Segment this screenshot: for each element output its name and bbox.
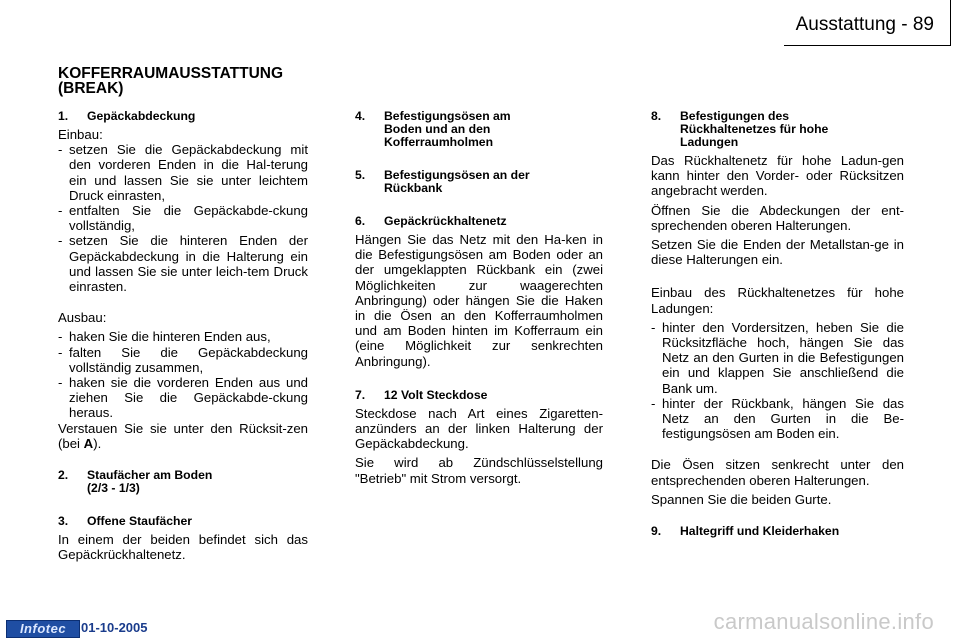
title-line: Befestigungsösen an der <box>384 168 530 182</box>
column-left <box>58 110 308 562</box>
title-line: Kofferraumholmen <box>384 135 494 149</box>
list-item: - haken Sie die hinteren Enden aus, <box>58 329 308 344</box>
page-header: Ausstattung - 89 <box>795 14 934 35</box>
list-item: - hinter der Rückbank, hängen Sie das Netz an den Gurten in die Be-festigungsösen am Boden ein. <box>651 395 904 442</box>
item-number: 8. <box>651 109 662 123</box>
item-title <box>355 110 603 149</box>
title-line: Rückhaltenetzes für hohe <box>680 122 829 136</box>
column-middle <box>355 110 603 486</box>
item-number: 1. <box>58 109 69 123</box>
list-item-text: setzen Sie die hinteren Enden der Gepäckabdeckung in die Halterung ein und lassen Sie sie unter leich-tem Druck einrasten. <box>69 233 308 295</box>
column-right <box>651 110 904 538</box>
item-number: 4. <box>355 109 366 123</box>
heading-line: KOFFERRAUMAUSSTATTUNG <box>58 65 284 82</box>
title-line: Rückbank <box>384 181 443 195</box>
einbau-label: Einbau: <box>58 127 103 142</box>
verstauen-sentence: Verstauen Sie sie unter den Rücksit-zen (bei <box>58 420 308 451</box>
ausbau-label: Ausbau: <box>58 310 107 326</box>
item-title <box>58 515 308 528</box>
list-item: - falten Sie die Gepäckabdeckung vollständig zusammen, <box>58 344 308 375</box>
item-title-text: Haltegriff und Kleiderhaken <box>680 524 840 539</box>
list-item: - haken sie die vorderen Enden aus und ziehen Sie die Gepäckabde-ckung heraus. <box>58 375 308 421</box>
list-item-text: setzen Sie die Gepäckabdeckung mit den vorderen Enden in die Hal-terung ein und lassen Sie sie unter leichtem Druck einrasten, <box>69 142 308 203</box>
paragraph: Öffnen Sie die Abdeckungen der ent-sprechenden oberen Halterungen. <box>651 202 904 233</box>
paragraph: Spannen Sie die beiden Gurte. <box>651 491 832 507</box>
paragraph: Hängen Sie das Netz mit den Ha-ken in die Befestigungsösen am Boden oder an der umgeklappten Rückbank ein (zwei Möglichkeiten zur waagerechten Anbringung) oder hängen Sie die Haken in die Ösen an den Kofferraumholmen und am Boden hinten im Kofferraum ein (eine Möglichkeit zur senkrechten Anbringung). <box>355 232 603 369</box>
list-item: - setzen Sie die Gepäckabdeckung mit den vorderen Enden in die Hal-terung ein und lassen Sie sie unter leichtem Druck einrasten, <box>58 142 308 203</box>
item-title <box>355 215 603 228</box>
item-number: 2. <box>58 468 69 483</box>
item-title-text <box>384 169 603 195</box>
item-title <box>355 389 603 402</box>
list-item-text: haken Sie die hinteren Enden aus, <box>69 329 271 345</box>
item-title <box>651 110 904 149</box>
item-number: 7. <box>355 387 366 402</box>
infotec-logo: Infotec <box>6 620 80 638</box>
item-title-text: 12 Volt Steckdose <box>384 387 488 402</box>
footer-date: 01-10-2005 <box>81 620 148 635</box>
item-number: 9. <box>651 524 662 539</box>
section-heading <box>58 66 318 96</box>
heading-line: (BREAK) <box>58 80 124 97</box>
paragraph: Sie wird ab Zündschlüsselstellung "Betrieb" mit Strom versorgt. <box>355 455 603 486</box>
list-item-text: entfalten Sie die Gepäckabde-ckung vollständig, <box>69 203 308 234</box>
item-title-text: Gepäckrückhaltenetz <box>384 214 507 228</box>
paragraph: Das Rückhaltenetz für hohe Ladun-gen kann hinter den Vorder- oder Rücksitzen angebracht werden. <box>651 153 904 199</box>
item-title-text <box>384 110 603 149</box>
item-title <box>355 169 603 195</box>
item-title-text <box>87 469 308 495</box>
title-line: Boden und an den <box>384 122 491 136</box>
title-line: (2/3 - 1/3) <box>87 481 140 496</box>
paragraph: Steckdose nach Art eines Zigaretten-anzünders an der linken Halterung der Gepäckabdeckung. <box>355 405 603 452</box>
verstauen-end: ). <box>93 435 102 451</box>
item-number: 3. <box>58 514 69 529</box>
paragraph: Die Ösen sitzen senkrecht unter den entsprechenden oberen Halterungen. <box>651 457 904 488</box>
watermark: carmanualsonline.info <box>713 609 934 634</box>
paragraph: Setzen Sie die Enden der Metallstan-ge in diese Halterungen ein. <box>651 237 904 268</box>
item-title-text: Gepäckabdeckung <box>87 109 196 123</box>
list-item-text: haken sie die vorderen Enden aus und ziehen Sie die Gepäckabde-ckung heraus. <box>69 375 308 421</box>
item-title <box>58 110 308 123</box>
title-line: Befestigungsösen am <box>384 109 511 123</box>
list-item-text: hinter den Vordersitzen, heben Sie die Rücksitzfläche hoch, hängen Sie das Netz an den Gurten in die Befestigungen ein und klappen Sie anschließend die Bank um. <box>662 319 904 396</box>
list-item: - hinter den Vordersitzen, heben Sie die Rücksitzfläche hoch, hängen Sie das Netz an den Gurten in die Befestigungen ein und klappen Sie anschließend die Bank um. <box>651 319 904 396</box>
item-title <box>651 525 904 538</box>
item-number: 5. <box>355 168 366 182</box>
title-line: Staufächer am Boden <box>87 468 213 483</box>
paragraph: Einbau des Rückhaltenetzes für hohe Ladungen: <box>651 285 904 316</box>
list-item-text: falten Sie die Gepäckabdeckung vollständig zusammen, <box>69 344 308 375</box>
title-line: Befestigungen des <box>680 109 790 123</box>
list-item: - setzen Sie die hinteren Enden der Gepäckabdeckung in die Halterung ein und lassen Sie sie unter leich-tem Druck einrasten. <box>58 233 308 295</box>
figure-ref: A <box>83 435 94 451</box>
item-number: 6. <box>355 214 366 228</box>
list-item: - entfalten Sie die Gepäckabde-ckung vollständig, <box>58 203 308 234</box>
list-item-text: hinter der Rückbank, hängen Sie das Netz an den Gurten in die Be-festigungsösen am Boden ein. <box>662 395 904 442</box>
item-title <box>58 469 308 495</box>
item-title-text <box>680 110 904 149</box>
paragraph: In einem der beiden befindet sich das Gepäckrückhaltenetz. <box>58 532 308 563</box>
title-line: Ladungen <box>680 135 739 149</box>
item-title-text: Offene Staufächer <box>87 514 192 529</box>
verstauen-text <box>58 421 308 451</box>
